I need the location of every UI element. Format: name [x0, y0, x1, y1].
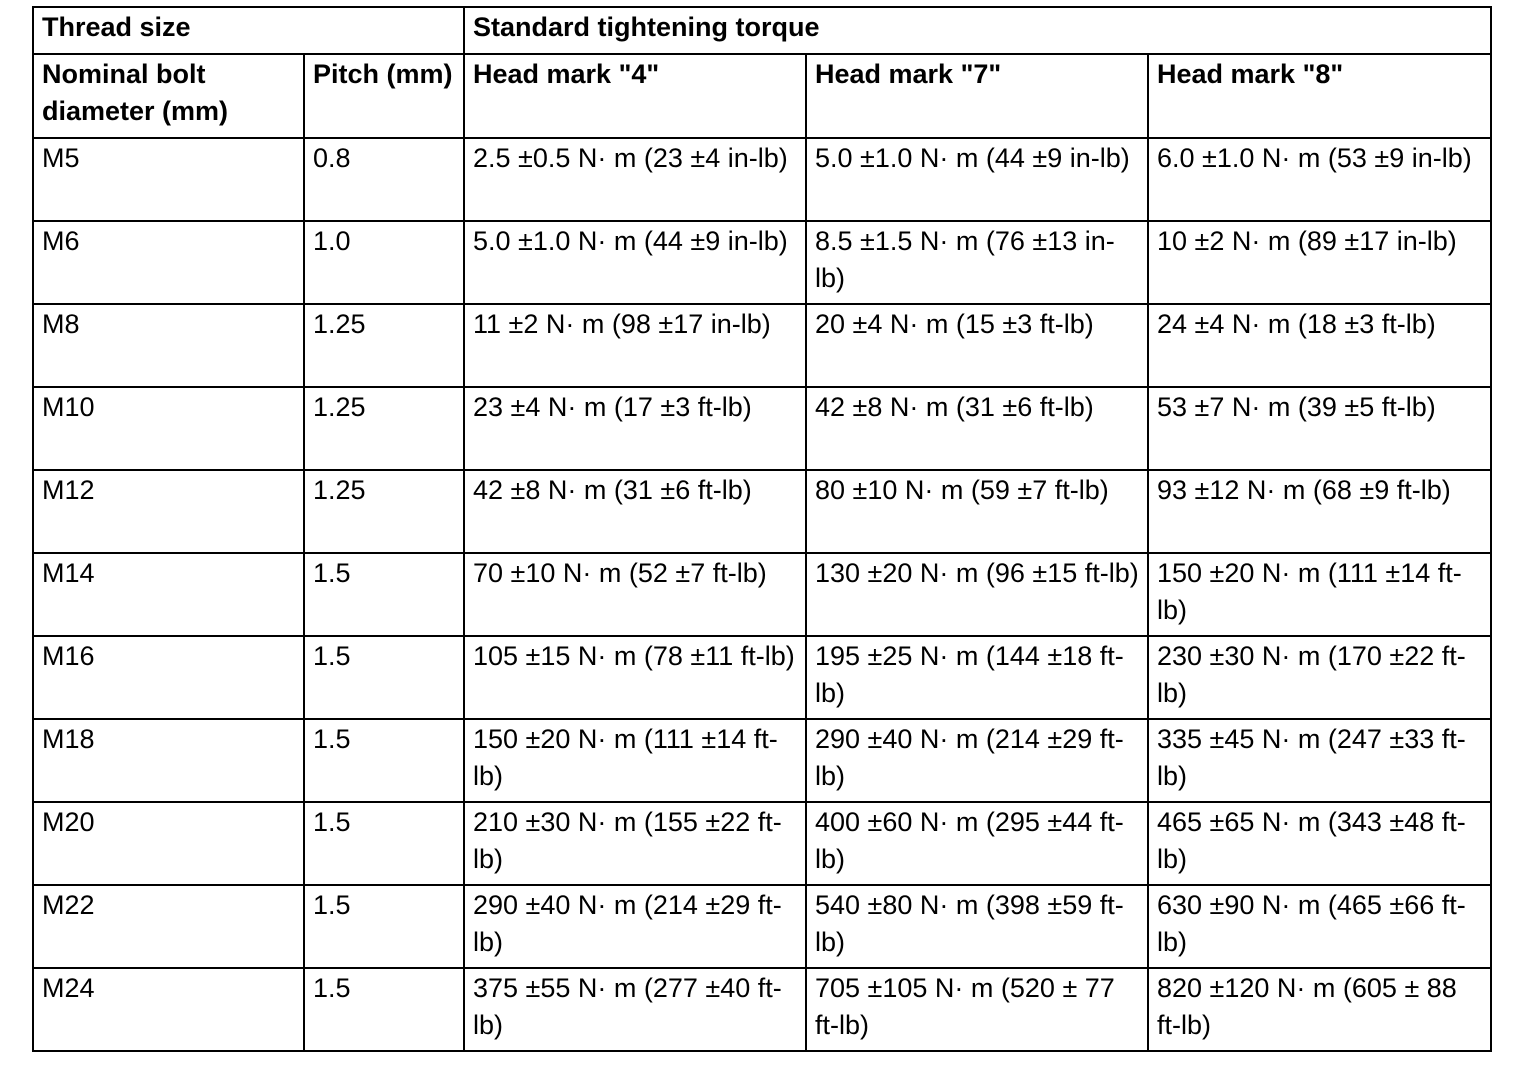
header-row-1	[33, 7, 1491, 54]
pitch-cell: 1.5	[304, 553, 464, 636]
pitch-cell: 1.5	[304, 636, 464, 719]
torque-mark-4-cell: 290 ±40 N· m (214 ±29 ft-lb)	[464, 885, 806, 968]
torque-mark-4-cell: 210 ±30 N· m (155 ±22 ft-lb)	[464, 802, 806, 885]
torque-mark-7-cell: 195 ±25 N· m (144 ±18 ft-lb)	[806, 636, 1148, 719]
torque-mark-7-cell: 540 ±80 N· m (398 ±59 ft-lb)	[806, 885, 1148, 968]
table-row	[33, 553, 1491, 636]
torque-mark-4-cell: 42 ±8 N· m (31 ±6 ft-lb)	[464, 470, 806, 553]
table-row	[33, 221, 1491, 304]
torque-mark-4-cell: 2.5 ±0.5 N· m (23 ±4 in-lb)	[464, 138, 806, 221]
torque-mark-7-cell: 80 ±10 N· m (59 ±7 ft-lb)	[806, 470, 1148, 553]
torque-mark-7-cell: 705 ±105 N· m (520 ± 77 ft-lb)	[806, 968, 1148, 1051]
torque-mark-8-cell: 93 ±12 N· m (68 ±9 ft-lb)	[1148, 470, 1491, 553]
torque-mark-7-cell: 290 ±40 N· m (214 ±29 ft-lb)	[806, 719, 1148, 802]
thread-size-cell: M5	[33, 138, 304, 221]
torque-mark-8-cell: 630 ±90 N· m (465 ±66 ft-lb)	[1148, 885, 1491, 968]
pitch-cell: 1.5	[304, 719, 464, 802]
table-row	[33, 968, 1491, 1051]
torque-table	[32, 6, 1492, 1052]
thread-size-cell: M12	[33, 470, 304, 553]
pitch-header: Pitch (mm)	[304, 54, 464, 138]
pitch-cell: 1.5	[304, 885, 464, 968]
torque-mark-8-cell: 150 ±20 N· m (111 ±14 ft-lb)	[1148, 553, 1491, 636]
table-row	[33, 470, 1491, 553]
thread-size-cell: M10	[33, 387, 304, 470]
nominal-diameter-header: Nominal bolt diameter (mm)	[33, 54, 304, 138]
thread-size-cell: M22	[33, 885, 304, 968]
torque-mark-8-cell: 53 ±7 N· m (39 ±5 ft-lb)	[1148, 387, 1491, 470]
head-mark-8-header: Head mark "8"	[1148, 54, 1491, 138]
torque-mark-8-cell: 820 ±120 N· m (605 ± 88 ft-lb)	[1148, 968, 1491, 1051]
torque-mark-4-cell: 11 ±2 N· m (98 ±17 in-lb)	[464, 304, 806, 387]
thread-size-cell: M16	[33, 636, 304, 719]
thread-size-cell: M6	[33, 221, 304, 304]
torque-mark-7-cell: 42 ±8 N· m (31 ±6 ft-lb)	[806, 387, 1148, 470]
pitch-cell: 1.5	[304, 968, 464, 1051]
torque-mark-7-cell: 400 ±60 N· m (295 ±44 ft-lb)	[806, 802, 1148, 885]
torque-mark-8-cell: 465 ±65 N· m (343 ±48 ft-lb)	[1148, 802, 1491, 885]
torque-mark-8-cell: 24 ±4 N· m (18 ±3 ft-lb)	[1148, 304, 1491, 387]
table-row	[33, 304, 1491, 387]
pitch-cell: 0.8	[304, 138, 464, 221]
torque-mark-4-cell: 23 ±4 N· m (17 ±3 ft-lb)	[464, 387, 806, 470]
thread-size-cell: M24	[33, 968, 304, 1051]
torque-mark-4-cell: 105 ±15 N· m (78 ±11 ft-lb)	[464, 636, 806, 719]
torque-mark-7-cell: 20 ±4 N· m (15 ±3 ft-lb)	[806, 304, 1148, 387]
torque-mark-8-cell: 10 ±2 N· m (89 ±17 in-lb)	[1148, 221, 1491, 304]
pitch-cell: 1.5	[304, 802, 464, 885]
table-row	[33, 885, 1491, 968]
head-mark-4-header: Head mark "4"	[464, 54, 806, 138]
header-row-2	[33, 54, 1491, 138]
torque-mark-7-cell: 130 ±20 N· m (96 ±15 ft-lb)	[806, 553, 1148, 636]
thread-size-cell: M14	[33, 553, 304, 636]
head-mark-7-header: Head mark "7"	[806, 54, 1148, 138]
thread-size-header: Thread size	[33, 7, 464, 54]
thread-size-cell: M20	[33, 802, 304, 885]
pitch-cell: 1.0	[304, 221, 464, 304]
torque-mark-4-cell: 5.0 ±1.0 N· m (44 ±9 in-lb)	[464, 221, 806, 304]
standard-torque-header: Standard tightening torque	[464, 7, 1491, 54]
thread-size-cell: M18	[33, 719, 304, 802]
table-row	[33, 387, 1491, 470]
torque-mark-4-cell: 375 ±55 N· m (277 ±40 ft-lb)	[464, 968, 806, 1051]
table-row	[33, 138, 1491, 221]
table-row	[33, 802, 1491, 885]
torque-mark-7-cell: 8.5 ±1.5 N· m (76 ±13 in-lb)	[806, 221, 1148, 304]
pitch-cell: 1.25	[304, 387, 464, 470]
table-row	[33, 636, 1491, 719]
torque-mark-8-cell: 335 ±45 N· m (247 ±33 ft-lb)	[1148, 719, 1491, 802]
torque-mark-8-cell: 230 ±30 N· m (170 ±22 ft-lb)	[1148, 636, 1491, 719]
torque-mark-4-cell: 150 ±20 N· m (111 ±14 ft-lb)	[464, 719, 806, 802]
torque-mark-4-cell: 70 ±10 N· m (52 ±7 ft-lb)	[464, 553, 806, 636]
pitch-cell: 1.25	[304, 470, 464, 553]
torque-mark-8-cell: 6.0 ±1.0 N· m (53 ±9 in-lb)	[1148, 138, 1491, 221]
table-row	[33, 719, 1491, 802]
pitch-cell: 1.25	[304, 304, 464, 387]
thread-size-cell: M8	[33, 304, 304, 387]
torque-mark-7-cell: 5.0 ±1.0 N· m (44 ±9 in-lb)	[806, 138, 1148, 221]
